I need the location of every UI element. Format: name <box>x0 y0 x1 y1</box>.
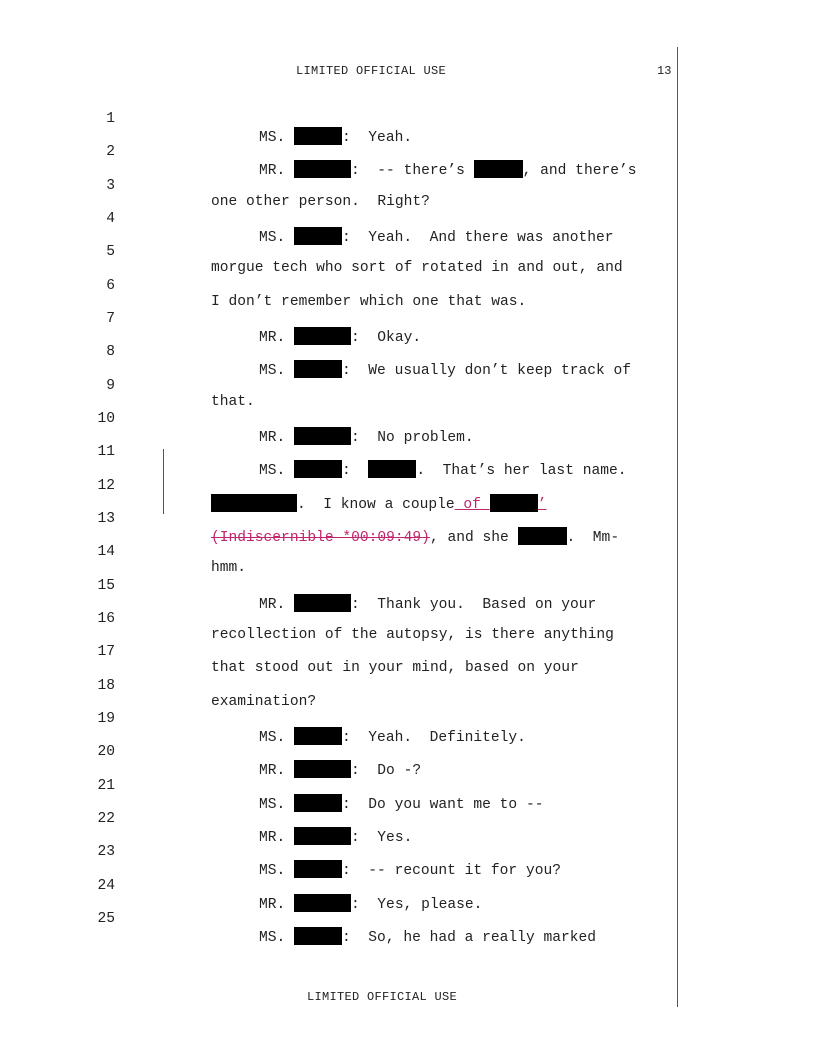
insertion-text: of <box>454 497 490 513</box>
transcript-line <box>0 95 680 146</box>
line-number: 5 <box>106 244 115 260</box>
line-number: 12 <box>97 478 115 494</box>
speaker-prefix: MR. <box>259 763 295 779</box>
speaker-prefix: MS. <box>259 797 295 813</box>
line-text: : Do -? <box>351 763 422 779</box>
transcript-line <box>0 395 680 446</box>
speaker-prefix: MS. <box>259 863 295 879</box>
line-number: 17 <box>97 644 115 660</box>
line-text: . That’s her last name. <box>416 463 627 479</box>
line-number: 1 <box>106 111 115 127</box>
line-number: 23 <box>97 844 115 860</box>
line-text: , and there’s <box>522 163 637 179</box>
transcript-line <box>0 162 680 210</box>
line-text: hmm. <box>211 560 247 576</box>
line-text: : We usually don’t keep track of <box>342 363 632 379</box>
line-number: 10 <box>97 411 115 427</box>
transcript-line <box>0 295 680 346</box>
line-number: 2 <box>106 144 115 160</box>
line-number: 25 <box>97 911 115 927</box>
insertion-text: ’ <box>537 497 547 513</box>
speaker-prefix: MS. <box>259 363 295 379</box>
line-number: 3 <box>106 178 115 194</box>
line-text: , and she <box>429 530 518 546</box>
transcript-line <box>0 495 680 546</box>
speaker-prefix: MS. <box>259 730 295 746</box>
line-text: : Thank you. Based on your <box>351 597 597 613</box>
transcript-line <box>0 662 680 710</box>
line-number: 11 <box>97 444 115 460</box>
speaker-prefix: MR. <box>259 830 295 846</box>
line-number: 20 <box>97 744 115 760</box>
speaker-prefix: MS. <box>259 230 295 246</box>
transcript-line <box>0 362 680 410</box>
speaker-prefix: MR. <box>259 597 295 613</box>
line-number: 14 <box>97 544 115 560</box>
line-text: morgue tech who sort of rotated in and out, and <box>211 260 623 276</box>
line-number: 6 <box>106 278 115 294</box>
line-number: 19 <box>97 711 115 727</box>
transcript-line <box>0 795 680 846</box>
line-text: : Yeah. Definitely. <box>342 730 526 746</box>
line-text: : No problem. <box>351 430 474 446</box>
line-text: that. <box>211 394 255 410</box>
line-text: . Mm- <box>566 530 620 546</box>
transcript-line <box>0 228 680 276</box>
speaker-prefix: MR. <box>259 330 295 346</box>
line-number: 24 <box>97 878 115 894</box>
line-text: : Yes. <box>351 830 413 846</box>
line-number: 9 <box>106 378 115 394</box>
transcript-line <box>0 695 680 746</box>
transcript-line <box>0 762 680 813</box>
transcript-line <box>0 262 680 310</box>
line-text: : -- recount it for you? <box>342 863 561 879</box>
line-text: recollection of the autopsy, is there anything <box>211 627 614 643</box>
line-text: : Do you want me to -- <box>342 797 544 813</box>
transcript-line <box>0 328 680 379</box>
speaker-prefix: MR. <box>259 430 295 446</box>
speaker-prefix: MS. <box>259 130 295 146</box>
speaker-prefix: MS. <box>259 930 295 946</box>
transcript-line <box>0 428 680 479</box>
line-number: 13 <box>97 511 115 527</box>
line-text: : Yes, please. <box>351 897 483 913</box>
transcript-line <box>0 595 680 643</box>
line-number: 4 <box>106 211 115 227</box>
transcript-line <box>0 895 680 946</box>
speaker-prefix: MS. <box>259 463 295 479</box>
transcript-line <box>0 862 680 913</box>
transcript-line <box>0 562 680 613</box>
line-number: 22 <box>97 811 115 827</box>
transcript-line <box>0 195 680 246</box>
redaction-block <box>294 927 342 945</box>
line-text: that stood out in your mind, based on your <box>211 660 579 676</box>
tracked-deletion: (Indiscernible *00:09:49) <box>211 530 430 546</box>
line-text: : So, he had a really marked <box>342 930 597 946</box>
line-text: . I know a couple <box>297 497 455 513</box>
transcript-line <box>0 462 680 513</box>
speaker-prefix: MR. <box>259 897 295 913</box>
line-text: examination? <box>211 694 317 710</box>
page-number: 13 <box>657 64 672 78</box>
line-number: 8 <box>106 344 115 360</box>
line-text: I don’t remember which one that was. <box>211 294 527 310</box>
transcript-line <box>0 128 680 179</box>
line-text: : Okay. <box>351 330 422 346</box>
line-text: : -- there’s <box>351 163 474 179</box>
line-text: : Yeah. <box>342 130 413 146</box>
line-number: 7 <box>106 311 115 327</box>
transcript-line <box>0 628 680 676</box>
line-text: : Yeah. And there was another <box>342 230 614 246</box>
line-text: : <box>342 463 369 479</box>
line-number: 15 <box>97 578 115 594</box>
header-label: LIMITED OFFICIAL USE <box>296 64 447 78</box>
footer-label: LIMITED OFFICIAL USE <box>307 990 458 1004</box>
line-number: 18 <box>97 678 115 694</box>
transcript-line <box>0 828 680 879</box>
transcript-line <box>0 728 680 779</box>
line-number: 21 <box>97 778 115 794</box>
transcript-line <box>0 528 680 576</box>
line-text: one other person. Right? <box>211 194 430 210</box>
speaker-prefix: MR. <box>259 163 295 179</box>
line-number: 16 <box>97 611 115 627</box>
